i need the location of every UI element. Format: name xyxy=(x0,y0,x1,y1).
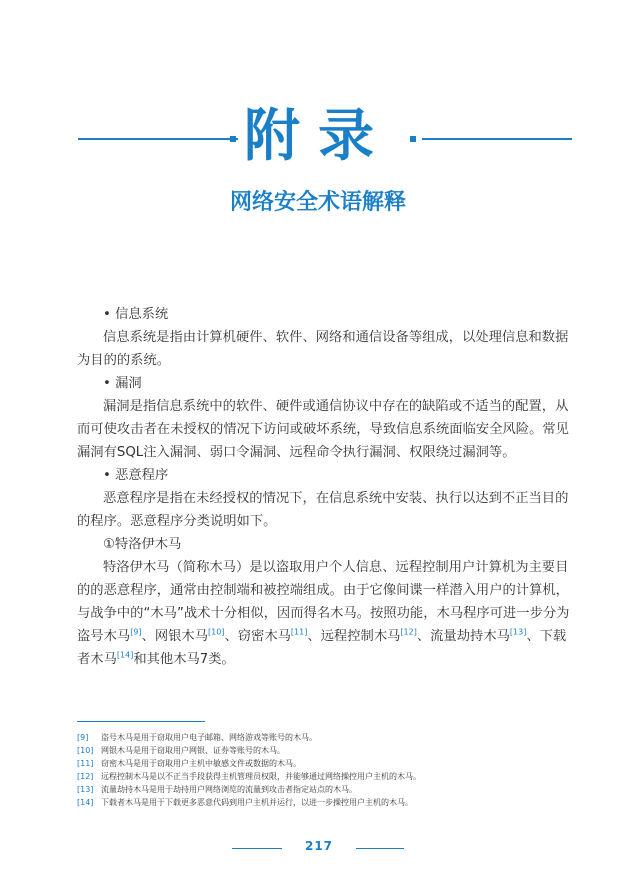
footnote-text: 下载者木马是用于下载更多恶意代码到用户主机并运行，以进一步操控用户主机的木马。 xyxy=(101,798,413,807)
footnote-number: [11] xyxy=(77,759,94,768)
footnote-item xyxy=(77,744,577,757)
page-number: 217 xyxy=(304,839,334,853)
trojan-type-3: 、窃密木马 xyxy=(224,629,291,644)
footnote-item xyxy=(77,757,577,770)
footnote-ref-10[interactable]: [10] xyxy=(208,627,225,637)
footnote-ref-9[interactable]: [9] xyxy=(130,627,142,637)
footnotes xyxy=(77,731,577,809)
footnote-divider xyxy=(77,721,205,722)
section-text-info-system: 信息系统是指由计算机硬件、软件、网络和通信设备等组成，以处理信息和数据为目的的系统。 xyxy=(77,330,569,368)
footnote-number: [14] xyxy=(77,798,94,807)
footnote-item xyxy=(77,796,577,809)
page-number-rule-right xyxy=(356,848,404,849)
footnote-number: [13] xyxy=(77,785,94,794)
glossary-body xyxy=(77,303,577,671)
footnote-ref-11[interactable]: [11] xyxy=(290,627,308,637)
page-number-rule-left xyxy=(232,848,282,849)
trojan-end: 和其他木马7类。 xyxy=(133,652,235,667)
trojan-text: 特洛伊木马（简称木马）是以盗取用户个人信息、远程控制用户计算机为主要目的的恶意程序，通常由控制端和被控端组成。由于它像间谍一样潜入用户的计算机，与战争中的“木马”战术十分相似，因而得名木马。按照功能，木马程序可进一步分为 xyxy=(77,560,570,621)
footnote-number: [9] xyxy=(77,733,89,742)
section-heading-vulnerability: • 漏洞 xyxy=(103,376,142,391)
trojan-type-1: 盗号木马 xyxy=(77,629,131,644)
section-text-trojan xyxy=(77,556,577,671)
trojan-type-2: 、网银木马 xyxy=(141,629,209,644)
subsection-heading-trojan: ①特洛伊木马 xyxy=(103,537,182,552)
section-text-malware: 恶意程序是指在未经授权的情况下，在信息系统中安装、执行以达到不正当目的的程序。恶意程序分类说明如下。 xyxy=(77,491,569,529)
footnote-number: [12] xyxy=(77,772,94,781)
footnote-text: 网银木马是用于窃取用户网银、证券等账号的木马。 xyxy=(101,746,285,755)
trojan-type-5: 、流量劫持木马 xyxy=(416,629,510,644)
footnote-item xyxy=(77,731,577,744)
footnote-ref-13[interactable]: [13] xyxy=(509,627,527,637)
footnote-text: 窃密木马是用于窃取用户主机中敏感文件或数据的木马。 xyxy=(101,759,301,768)
section-heading-malware: • 恶意程序 xyxy=(103,468,169,483)
page-subtitle: 网络安全术语解释 xyxy=(229,190,406,215)
footnote-text: 盗号木马是用于窃取用户电子邮箱、网络游戏等账号的木马。 xyxy=(101,733,317,742)
footnote-item xyxy=(77,783,577,796)
footnote-ref-12[interactable]: [12] xyxy=(400,627,417,637)
footnote-text: 流量劫持木马是用于劫持用户网络浏览的流量到攻击者指定站点的木马。 xyxy=(101,785,357,794)
footnote-number: [10] xyxy=(77,746,94,755)
trojan-type-6: 、下载者木马 xyxy=(77,629,567,667)
page-title: 附录 xyxy=(244,104,392,169)
footnote-item xyxy=(77,770,577,783)
trojan-type-4: 、远程控制木马 xyxy=(307,629,401,644)
section-text-vulnerability: 漏洞是指信息系统中的软件、硬件或通信协议中存在的缺陷或不适当的配置，从而可使攻击者在未授权的情况下访问或破坏系统，导致信息系统面临安全风险。常见漏洞有SQL注入漏洞、弱口令漏洞、远程命令执行漏洞、权限绕过漏洞等。 xyxy=(77,399,569,460)
section-heading-info-system: • 信息系统 xyxy=(103,307,169,322)
footnote-ref-14[interactable]: [14] xyxy=(116,650,134,660)
footnote-text: 远程控制木马是以不正当手段获得主机管理员权限，并能够通过网络操控用户主机的木马。 xyxy=(101,772,421,781)
